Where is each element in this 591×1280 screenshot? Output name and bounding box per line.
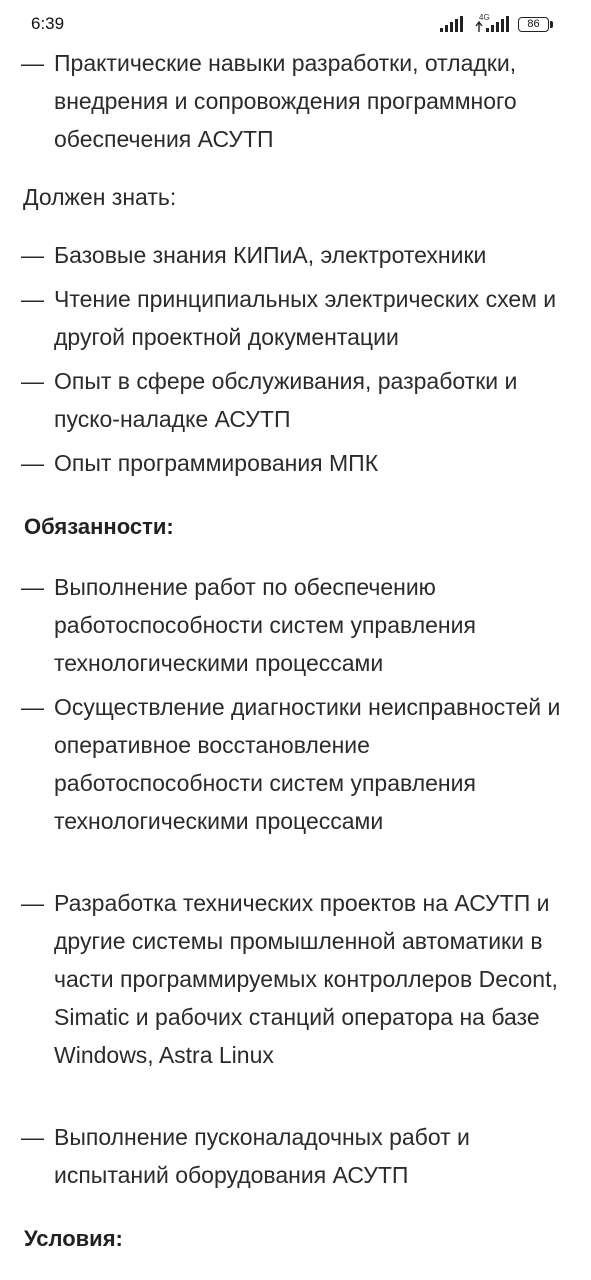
dash-bullet: — [21,1124,44,1150]
list-item [0,44,569,158]
dash-bullet: — [21,286,44,312]
battery-tip-icon [550,21,553,28]
battery-level: 86 [527,18,540,30]
conditions-heading: Условия: [24,1226,123,1251]
list-item-text: Осуществление диагностики неисправностей и оперативное восстановление работоспособности систем управления технологическими процессами [54,694,561,834]
list-item [0,280,569,356]
list-item-text: Опыт в сфере обслуживания, разработки и пуско-наладке АСУТП [54,368,518,432]
dash-bullet: — [21,50,44,76]
list-item [0,884,569,1112]
list-item-text: Опыт программирования МПК [54,450,379,476]
list-item-text: Чтение принципиальных электрических схем и другой проектной документации [54,286,557,350]
dash-bullet: — [21,242,44,268]
list-item [0,444,569,482]
list-item [0,568,569,682]
battery-icon [518,17,549,32]
status-bar [0,0,591,50]
dash-bullet: — [21,694,44,720]
list-item-text: Выполнение пусконаладочных работ и испытаний оборудования АСУТП [54,1124,470,1188]
list-item-text: Выполнение работ по обеспечению работоспособности систем управления технологическими процессами [54,574,476,676]
status-time: 6:39 [31,14,65,33]
dash-bullet: — [21,368,44,394]
dash-bullet: — [21,574,44,600]
job-description [0,44,591,1258]
list-item-text: Разработка технических проектов на АСУТП и другие системы промышленной автоматики в части программируемых контроллеров Decont, Simatic и рабочих станций оператора на базе Windows, Astra Linux [54,890,558,1068]
network-type-label: 4G [479,13,490,22]
duties-list [0,568,591,1194]
signal-strength-icon-2 [475,16,511,32]
dash-bullet: — [21,450,44,476]
must-know-label: Должен знать: [23,184,177,210]
list-item [0,1118,569,1194]
list-item [0,362,569,438]
duties-heading: Обязанности: [24,514,174,539]
signal-strength-icon [440,16,470,32]
list-item-text: Базовые знания КИПиА, электротехники [54,242,487,268]
must-know-list [0,236,591,482]
list-item [0,236,569,274]
dash-bullet: — [21,890,44,916]
list-item [0,688,569,878]
list-item-text: Практические навыки разработки, отладки, внедрения и сопровождения программного обеспечения АСУТП [54,50,517,152]
